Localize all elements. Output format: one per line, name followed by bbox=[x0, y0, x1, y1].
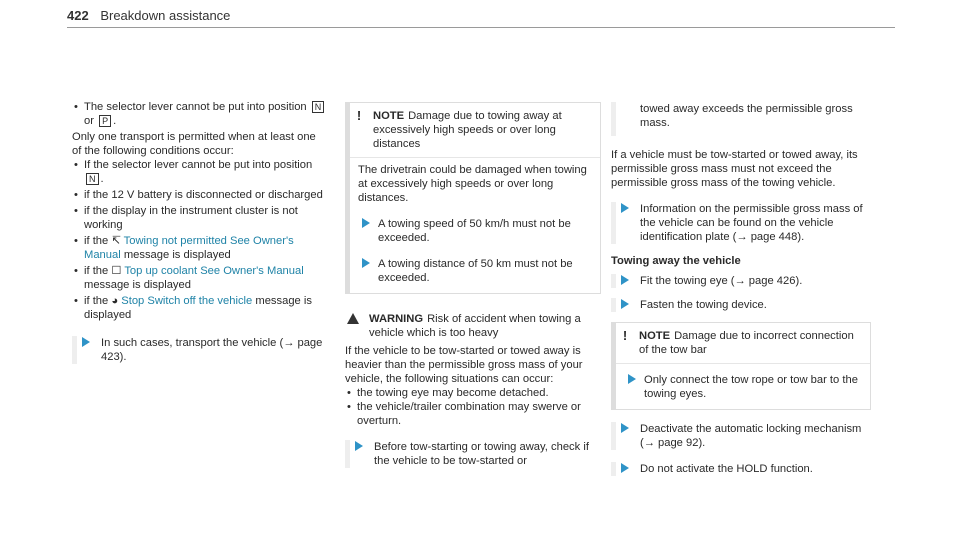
step-arrow-icon bbox=[362, 218, 370, 228]
exclamation-icon: ! bbox=[356, 108, 362, 123]
step-connect: Only connect the tow rope or tow bar to the towing eyes. bbox=[624, 373, 862, 401]
gear-p-icon: P bbox=[99, 115, 111, 127]
step-arrow-icon bbox=[621, 423, 629, 433]
step-arrow-icon bbox=[621, 463, 629, 473]
stop-switch-icon: ◕ bbox=[111, 295, 119, 307]
column-1 bbox=[72, 100, 327, 364]
step-check-mass: Before tow-starting or towing away, check if the vehicle to be tow-started or bbox=[345, 440, 601, 468]
intro-text: Only one transport is permitted when at least one of the following conditions occur: bbox=[72, 131, 316, 157]
step-deactivate-lock: Deactivate the automatic locking mechanism (→ page 92). bbox=[611, 422, 871, 450]
exclamation-icon: ! bbox=[622, 328, 628, 343]
towing-not-permitted-link[interactable]: Towing not permitted See Owner's Manual bbox=[84, 235, 294, 261]
bullet-selector-lever: • The selector lever cannot be put into position N or P . bbox=[72, 100, 327, 128]
step-continued: towed away exceeds the permissible gross mass. bbox=[611, 102, 871, 136]
step-mass-info: Information on the permissible gross mass of the vehicle can be found on the vehicle identification plate (→ page 448). bbox=[611, 202, 871, 244]
step-arrow-icon bbox=[621, 299, 629, 309]
warning-bullet-swerve: • the vehicle/trailer combination may swerve or overturn. bbox=[345, 400, 601, 428]
step-arrow-icon bbox=[355, 441, 363, 451]
warning-body: If the vehicle to be tow-started or towed away is heavier than the permissible gross mass of your vehicle, the following situations can occur: bbox=[345, 345, 583, 385]
top-up-coolant-link[interactable]: Top up coolant See Owner's Manual bbox=[124, 265, 304, 277]
page-number: 422 bbox=[67, 8, 89, 23]
step-arrow-icon bbox=[621, 275, 629, 285]
step-fasten: Fasten the towing device. bbox=[611, 298, 871, 312]
gear-n-icon: N bbox=[312, 101, 325, 113]
header-rule bbox=[67, 27, 895, 28]
step-fit-eye: Fit the towing eye (→ page 426). bbox=[611, 274, 871, 288]
column-2 bbox=[345, 102, 601, 468]
warning-bullet-eye: • the towing eye may become detached. bbox=[345, 386, 601, 400]
step-hold: Do not activate the HOLD function. bbox=[611, 462, 871, 476]
condition-display: • if the display in the instrument cluster is not working bbox=[72, 204, 327, 232]
condition-coolant-msg: • if the ☐ Top up coolant See Owner's Manual message is displayed bbox=[72, 264, 327, 292]
step-arrow-icon bbox=[621, 203, 629, 213]
note-box-speed: ! NOTE Damage due to towing away at excessively high speeds or over long distances The drivetrain could be damaged when towing at excessively high speeds or over long distances. A towing speed of 50 km/h must not be exceeded. A towing distance of 50 km must not be exceeded. bbox=[345, 102, 601, 294]
column-3 bbox=[611, 102, 871, 476]
note-box-tow-bar: ! NOTE Damage due to incorrect connection of the tow bar Only connect the tow rope or tow bar to the towing eyes. bbox=[611, 322, 871, 410]
condition-battery: • if the 12 V battery is disconnected or discharged bbox=[72, 188, 327, 202]
step-arrow-icon bbox=[628, 374, 636, 384]
transport-step: In such cases, transport the vehicle (→ page 423). bbox=[72, 336, 327, 364]
step-distance: A towing distance of 50 km must not be exceeded. bbox=[358, 257, 592, 285]
coolant-icon: ☐ bbox=[111, 265, 122, 277]
condition-stop-msg: • if the ◕ Stop Switch off the vehicle message is displayed bbox=[72, 294, 327, 322]
note-body: The drivetrain could be damaged when towing at excessively high speeds or over long distances. bbox=[358, 164, 587, 204]
section-heading: Towing away the vehicle bbox=[611, 255, 741, 267]
page-header bbox=[67, 8, 230, 23]
warning-triangle-icon bbox=[347, 313, 359, 324]
condition-towing-msg: • if the ↸ Towing not permitted See Owner's Manual message is displayed bbox=[72, 234, 327, 262]
gear-n-icon: N bbox=[86, 173, 99, 185]
tow-icon: ↸ bbox=[111, 235, 121, 247]
condition-selector: • If the selector lever cannot be put into position N . bbox=[72, 158, 327, 186]
stop-switch-off-link[interactable]: Stop Switch off the vehicle bbox=[121, 295, 253, 307]
page-title: Breakdown assistance bbox=[100, 8, 231, 23]
step-arrow-icon bbox=[362, 258, 370, 268]
step-speed: A towing speed of 50 km/h must not be exceeded. bbox=[358, 217, 592, 245]
warning-section: WARNING Risk of accident when towing a vehicle which is too heavy If the vehicle to be tow-started or towed away is heavier than the permissible gross mass of your vehicle, the following situations can occur: • the towing eye may become detached. • the vehicle/trailer combination may swerve or overturn. Before tow-starting or towing away, check if the vehicle to be tow-started or bbox=[345, 312, 601, 468]
mass-paragraph: If a vehicle must be tow-started or towed away, its permissible gross mass must not exceed the permissible gross mass of the towing vehicle. bbox=[611, 149, 858, 189]
step-arrow-icon bbox=[82, 337, 90, 347]
